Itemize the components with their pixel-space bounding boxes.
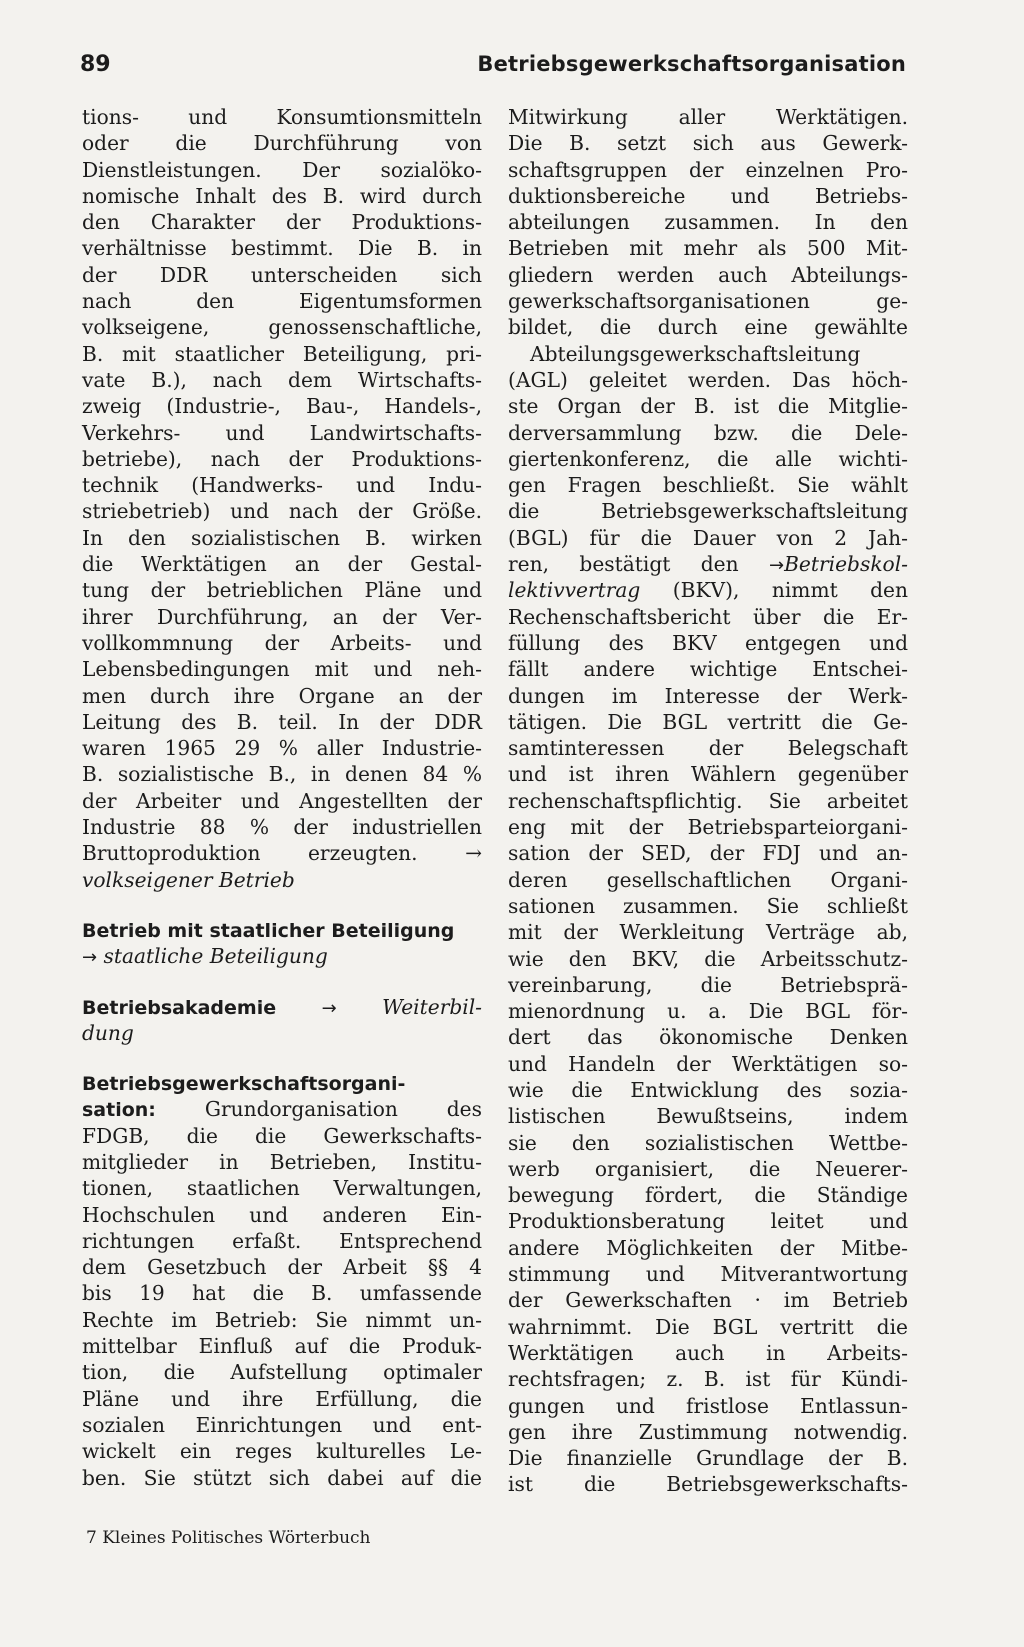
entry-headword: Betriebsakademie <box>82 996 277 1019</box>
text-line: andere Möglichkeiten der Mitbe- <box>508 1235 908 1260</box>
text-line: derversammlung bzw. die Dele- <box>508 420 908 445</box>
text-line: und ist ihren Wählern gegenüber <box>508 762 908 787</box>
text-line: vollkommnung der Arbeits- und <box>82 630 482 655</box>
dictionary-entry-heading <box>82 917 482 943</box>
text-line: sozialen Einrichtungen und ent- <box>82 1412 482 1437</box>
text-line: gliedern werden auch Abteilungs- <box>508 262 908 287</box>
text-line: waren 1965 29 % aller Industrie- <box>82 736 482 761</box>
text-line: In den sozialistischen B. wirken <box>82 525 482 550</box>
text-line: bildet, die durch eine gewählte <box>508 315 908 340</box>
text-line: Rechenschaftsbericht über die Er- <box>508 604 908 629</box>
cross-reference-link[interactable]: dung <box>82 1020 134 1045</box>
text-line: gen Fragen beschließt. Sie wählt <box>508 473 908 498</box>
dictionary-entry-heading <box>82 1070 482 1096</box>
text-line <box>508 551 908 577</box>
text-line: gewerkschaftsorganisationen ge- <box>508 289 908 314</box>
text-line: Pläne und ihre Erfüllung, die <box>82 1386 482 1411</box>
text-line: betriebe), nach der Produktions- <box>82 446 482 471</box>
text-line: tions- und Konsumtionsmitteln <box>82 105 482 129</box>
text-line: stimmung und Mitverantwortung <box>508 1262 908 1287</box>
text-line: bis 19 hat die B. umfassende <box>82 1281 482 1306</box>
text-line: Mitwirkung aller Werktätigen. <box>508 105 908 129</box>
text-line: duktionsbereiche und Betriebs- <box>508 183 908 208</box>
text-line: volkseigene, genossenschaftliche, <box>82 315 482 340</box>
text-line: ste Organ der B. ist die Mitglie- <box>508 394 908 419</box>
text-line: (BGL) für die Dauer von 2 Jah- <box>508 525 908 550</box>
entry-body <box>508 604 908 1498</box>
text-line <box>82 1096 482 1122</box>
entry-continuation <box>82 104 482 867</box>
text-line: Bruttoproduktion erzeugten. → <box>82 841 482 866</box>
text-line: Leitung des B. teil. In der DDR <box>82 709 482 734</box>
text-line: abteilungen zusammen. In den <box>508 210 908 235</box>
text-line: gungen und fristlose Entlassun- <box>508 1393 908 1418</box>
text-line: rechtsfragen; z. B. ist für Kündi- <box>508 1367 908 1392</box>
text-line: zweig (Industrie-, Bau-, Handels-, <box>82 394 482 419</box>
text-line: dungen im Interesse der Werk- <box>508 683 908 708</box>
text-line: vate B.), nach dem Wirtschafts- <box>82 367 482 392</box>
page-footer: 7 Kleines Politisches Wörterbuch <box>86 1528 371 1548</box>
text-line: mit der Werkleitung Verträge ab, <box>508 920 908 945</box>
text-line: füllung des BKV entgegen und <box>508 630 908 655</box>
text-line: wie den BKV, die Arbeitsschutz- <box>508 946 908 971</box>
text-line: Hochschulen und anderen Ein- <box>82 1202 482 1227</box>
text-line: sationen zusammen. Sie schließt <box>508 893 908 918</box>
left-column <box>82 104 482 1491</box>
text-fragment: Grundorganisation des <box>204 1097 482 1122</box>
cross-reference-link[interactable]: Betriebskol- <box>784 552 908 577</box>
entry-headword: Betrieb mit staatlicher Beteiligung <box>82 919 455 942</box>
text-line: oder die Durchführung von <box>82 131 482 156</box>
text-line: tionen, staatlichen Verwaltungen, <box>82 1176 482 1201</box>
text-line: Abteilungsgewerkschaftsleitung <box>530 341 861 366</box>
dictionary-entry-heading <box>82 994 482 1020</box>
text-line: B. sozialistische B., in denen 84 % <box>82 762 482 787</box>
text-line: nomische Inhalt des B. wird durch <box>82 183 482 208</box>
text-line: giertenkonferenz, die alle wichti- <box>508 446 908 471</box>
text-line: Die B. setzt sich aus Gewerk- <box>508 131 908 156</box>
entry-headword: Betriebsgewerkschaftsorgani- <box>82 1073 406 1096</box>
text-line: men durch ihre Organe an der <box>82 683 482 708</box>
text-line: richtungen erfaßt. Entsprechend <box>82 1228 482 1253</box>
arrow-icon: → <box>769 555 785 577</box>
text-line: nach den Eigentumsformen <box>82 289 482 314</box>
text-line: Lebensbedingungen mit und neh- <box>82 657 482 682</box>
text-line <box>508 577 908 603</box>
text-line: bewegung fördert, die Ständige <box>508 1183 908 1208</box>
text-line: eng mit der Betriebsparteiorgani- <box>508 815 908 840</box>
text-line: Werktätigen auch in Arbeits- <box>508 1340 908 1365</box>
text-line: die Betriebsgewerkschaftsleitung <box>508 499 908 524</box>
text-line: ihrer Durchführung, an der Ver- <box>82 604 482 629</box>
running-title: Betriebsgewerkschaftsorganisation <box>477 52 906 76</box>
text-line: sation der SED, der FDJ und an- <box>508 841 908 866</box>
text-line: mittelbar Einfluß auf die Produk- <box>82 1334 482 1359</box>
text-line: mitglieder in Betrieben, Institu- <box>82 1149 482 1174</box>
text-line: sie den sozialistischen Wettbe- <box>508 1130 908 1155</box>
cross-reference-link[interactable]: lektivvertrag <box>508 578 641 603</box>
cross-reference-link[interactable]: staatliche Beteiligung <box>103 944 328 969</box>
right-column <box>508 104 908 1498</box>
text-line: striebetrieb) und nach der Größe. <box>82 499 482 524</box>
arrow-icon: → <box>321 997 337 1019</box>
text-line: der Arbeiter und Angestellten der <box>82 788 482 813</box>
entry-body <box>508 104 908 551</box>
text-line: technik (Handwerks- und Indu- <box>82 473 482 498</box>
cross-reference-link[interactable]: volkseigener Betrieb <box>82 867 295 892</box>
text-line: Produktionsberatung leitet und <box>508 1209 908 1234</box>
text-line: samtinteressen der Belegschaft <box>508 736 908 761</box>
text-line: Die finanzielle Grundlage der B. <box>508 1446 908 1471</box>
text-line: B. mit staatlicher Beteiligung, pri- <box>82 341 482 366</box>
text-line: der DDR unterscheiden sich <box>82 262 482 287</box>
text-line: Industrie 88 % der industriellen <box>82 815 482 840</box>
text-line: wahrnimmt. Die BGL vertritt die <box>508 1314 908 1339</box>
text-line: mienordnung u. a. Die BGL för- <box>508 999 908 1024</box>
text-line: (AGL) geleitet werden. Das höch- <box>508 367 908 392</box>
text-line: dert das ökonomische Denken <box>508 1025 908 1050</box>
text-line: dem Gesetzbuch der Arbeit §§ 4 <box>82 1255 482 1280</box>
text-line: deren gesellschaftlichen Organi- <box>508 867 908 892</box>
page-number: 89 <box>80 52 111 77</box>
text-line: Verkehrs- und Landwirtschafts- <box>82 420 482 445</box>
text-line: schaftsgruppen der einzelnen Pro- <box>508 157 908 182</box>
text-line: ben. Sie stützt sich dabei auf die <box>82 1465 482 1490</box>
entry-headword: sation: <box>82 1099 156 1122</box>
text-fragment: (BKV), nimmt den <box>640 578 908 603</box>
text-line: den Charakter der Produktions- <box>82 210 482 235</box>
text-line: rechenschaftspflichtig. Sie arbeitet <box>508 788 908 813</box>
cross-reference-line <box>82 943 482 969</box>
text-line: werb organisiert, die Neuerer- <box>508 1156 908 1181</box>
text-line: wickelt ein reges kulturelles Le- <box>82 1439 482 1464</box>
text-line: tion, die Aufstellung optimaler <box>82 1360 482 1385</box>
text-line: der Gewerkschaften · im Betrieb <box>508 1288 908 1313</box>
text-line: und Handeln der Werktätigen so- <box>508 1051 908 1076</box>
text-line: Betrieben mit mehr als 500 Mit- <box>508 236 908 261</box>
text-line: listischen Bewußtseins, indem <box>508 1104 908 1129</box>
entry-body <box>82 1123 482 1491</box>
text-line: fällt andere wichtige Entschei- <box>508 657 908 682</box>
text-line: verhältnisse bestimmt. Die B. in <box>82 236 482 261</box>
text-fragment: ren, bestätigt den <box>508 552 769 577</box>
text-line: Rechte im Betrieb: Sie nimmt un- <box>82 1307 482 1332</box>
text-line: tätigen. Die BGL vertritt die Ge- <box>508 709 908 734</box>
text-line: gen ihre Zustimmung notwendig. <box>508 1419 908 1444</box>
text-line: tung der betrieblichen Pläne und <box>82 578 482 603</box>
text-line: FDGB, die die Gewerkschafts- <box>82 1123 482 1148</box>
text-line: die Werktätigen an der Gestal- <box>82 552 482 577</box>
arrow-icon: → <box>82 947 98 969</box>
text-line: vereinbarung, die Betriebsprä- <box>508 972 908 997</box>
text-line: wie die Entwicklung des sozia- <box>508 1077 908 1102</box>
text-line: Dienstleistungen. Der sozialöko- <box>82 157 482 182</box>
cross-reference-link[interactable]: Weiterbil- <box>382 994 482 1019</box>
text-line: ist die Betriebsgewerkschafts- <box>508 1472 908 1497</box>
